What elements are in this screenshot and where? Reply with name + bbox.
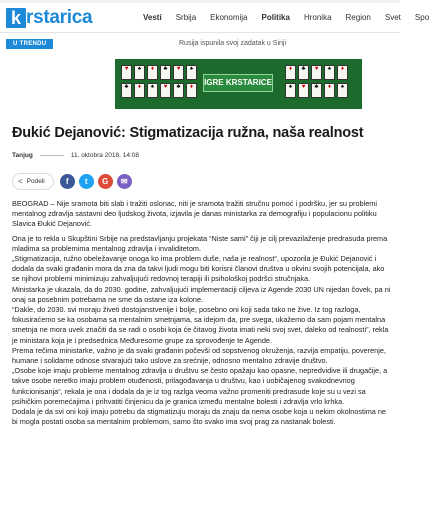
ad-cards-right-top (285, 65, 348, 80)
site-logo[interactable] (6, 7, 92, 29)
logo-text: rstarica (26, 7, 93, 28)
card-icon: ♥ (311, 65, 322, 80)
nav-item-region[interactable]: Region (345, 13, 371, 22)
article-paragraph: Ona je to rekla u Skupštini Srbije na predstavljanju projekata “Niste sami” čiji je cilj prevazilaženje predrasuda prema mladima sa problemima mentalnog zdravlja i invaliditetom. (12, 233, 388, 253)
article-paragraph: BEOGRAD – Nije sramota biti slab i tražiti oslonac, niti je sramota tražiti stručnu pomoć i podršku, jer su problemi mentalnog zdravlja sastavni deo ljudskog života, izjavila je danas ministarka za demografiju i populacionu politiku Slavica Đukić Dejanović. (12, 199, 377, 229)
nav-item-politika[interactable]: Politika (261, 13, 290, 22)
article-title: Đukić Dejanović: Stigmatizacija ružna, naša realnost (12, 125, 364, 141)
card-icon: ♠ (285, 83, 296, 98)
share-icon: < (18, 177, 23, 186)
card-icon: ♦ (324, 83, 335, 98)
card-icon: ♣ (173, 83, 184, 98)
email-icon[interactable]: ✉ (117, 174, 132, 189)
article-body (12, 199, 392, 427)
card-icon: ♠ (337, 83, 348, 98)
card-icon: ♦ (134, 83, 145, 98)
article-paragraph: „Stigmatizacija, ružno obeležavanje onoga ko ima problem duše, naša je realnost“, upozorila je Đukić Dejanović i dodala da svaki građanin mora da zna da takvi ljudi mogu biti korisni članovi društva u okviru svojih potencijala, ako se njihovi problemi minimizuju zahvaljujući redovnoj terapiji ili psihološkoj podršci stručnjaka. (12, 254, 385, 284)
share-button[interactable] (12, 173, 54, 190)
card-icon: ♦ (147, 65, 158, 80)
trending-badge: U TRENDU (6, 39, 53, 49)
twitter-icon[interactable]: t (79, 174, 94, 189)
article-paragraph: „Osobe koje imaju probleme mentalnog zdravlja u društvu se često opažaju kao opasne, nepredvidive ili drugačije, a takve osobe neretko imaju problem otuđenosti, prilagođavanja u društvu, kao i uobičajenog svakodnevnog funkcionisanja“, rekala je ona i dodala da je iz tog razlga veoma važno promeniti predrasude koje su u vezi sa psihičkim poremećajima i prihvatiti činjenicu da je granica između mentalne bolesti i zdravlja vrlo krhka. (12, 366, 388, 406)
card-icon: ♠ (186, 65, 197, 80)
article-date: 11. oktobra 2018. 14:08 (70, 152, 140, 159)
card-icon: ♣ (298, 65, 309, 80)
card-icon: ♥ (121, 65, 132, 80)
nav-item-hronika[interactable]: Hronika (303, 13, 332, 22)
article-meta (12, 152, 139, 159)
main-nav (136, 3, 430, 33)
meta-divider (40, 155, 64, 156)
article-paragraph: Ministarka je ukazala, da do 2030. godine, zahvaljujući implementaciji ciljeva iz Agende 2030 UN nijedan čovek, pa ni onaj sa posebnim potrebama ne sme da ostane iza kolone. (12, 284, 391, 304)
card-icon: ♣ (121, 83, 132, 98)
share-row (12, 173, 132, 190)
trending-headline[interactable]: Rusija ispunila svoj zadatak u Siriji (179, 40, 286, 47)
card-icon: ♥ (298, 83, 309, 98)
ad-cards-left-top (121, 65, 197, 80)
card-icon: ♠ (147, 83, 158, 98)
site-header (0, 3, 430, 33)
card-icon: ♣ (311, 83, 322, 98)
card-icon: ♠ (324, 65, 335, 80)
article-source[interactable]: Tanjug (12, 152, 33, 159)
card-icon: ♥ (160, 83, 171, 98)
ad-banner[interactable] (115, 59, 362, 109)
google-plus-icon[interactable]: G (98, 174, 113, 189)
card-icon: ♦ (186, 83, 197, 98)
card-icon: ♦ (285, 65, 296, 80)
article-paragraph: Prema rečima ministarke, važno je da svaki građanin počevši od sopstvenog okruženja, razvija empatiju, poverenje, humane i solidarne odnose stvarajući tako uslove za srećnije, odnosno mentalno zdravije društvo. (12, 345, 386, 366)
nav-item-srbija[interactable]: Srbija (175, 13, 197, 22)
nav-item-svet[interactable]: Svet (384, 13, 401, 22)
card-icon: ♦ (337, 65, 348, 80)
nav-item-ekonomija[interactable]: Ekonomija (210, 13, 248, 22)
card-icon: ♥ (173, 65, 184, 80)
ad-cards-right-bottom (285, 83, 348, 98)
card-icon: ♣ (160, 65, 171, 80)
facebook-icon[interactable]: f (60, 174, 75, 189)
nav-item-vesti[interactable]: Vesti (143, 13, 162, 22)
trending-bar (0, 38, 400, 52)
card-icon: ♠ (134, 65, 145, 80)
ad-games-button[interactable]: IGRE KRSTARICE (203, 74, 273, 92)
article-paragraph: Dodala je da svi oni koji imaju potrebu da stigmatizuju moraju da znaju da nema osobe koja u nekim okolnostima ne bi mogla postati osoba sa mentalnim problemom, samo što svako ima svoj prag za nastanak bolesti. (12, 407, 386, 427)
logo-mark: k (6, 8, 26, 28)
share-label: Podeli (26, 178, 45, 185)
nav-item-sport[interactable]: Spo (414, 13, 430, 22)
article-paragraph: “Dakle, do 2030. svi moraju živeti dostojanstvenije i bolje, posebno oni koji sada tako ne žive. Iz tog razloga, fokusiraćemo se ka osobama sa mentalnim smetnjama, sa idejom da, pre svega, ukažemo da sam pojam mentalna smetnja ne mora uvek značiti da se radi o osobi koja će čitavog života imati neki svoj svet, daleko od realnosti”, rekla je ministara koja je i predsednica Međuresorne grupe za sprovođenje te Agende. (12, 305, 389, 345)
ad-cards-left-bottom (121, 83, 197, 98)
